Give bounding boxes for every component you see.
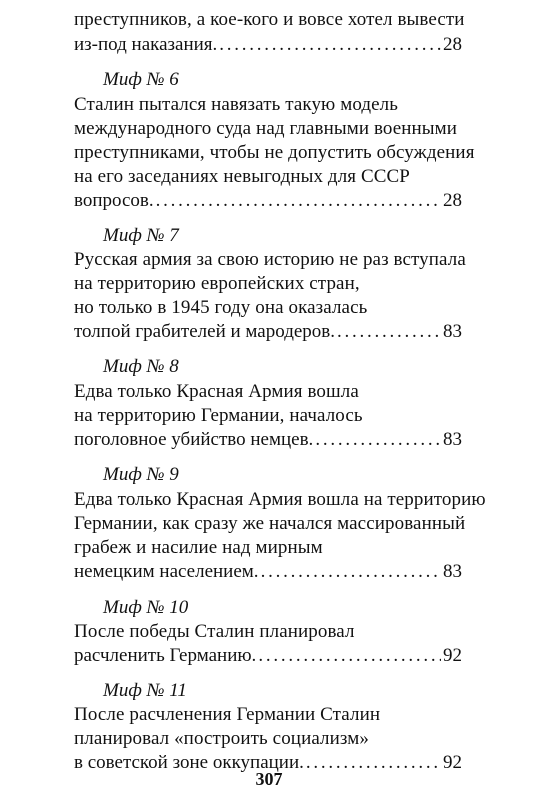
- toc-line: планировал «построить социализм»: [74, 728, 369, 749]
- myth-heading: Миф № 11: [103, 680, 187, 701]
- toc-entry-last-line: [74, 644, 462, 668]
- myth-heading: Миф № 8: [103, 356, 179, 377]
- dot-leader: [219, 33, 441, 57]
- toc-line: но только в 1945 году она оказалась: [74, 297, 368, 318]
- myth-heading: Миф № 7: [103, 225, 179, 246]
- toc-page-ref: 92: [443, 752, 462, 773]
- toc-line: поголовное убийство немцев.: [74, 429, 314, 450]
- toc-entry-last-line: [74, 428, 462, 452]
- dot-leader: [258, 644, 441, 668]
- toc-line: Едва только Красная Армия вошла: [74, 381, 359, 402]
- toc-line: немецким населением.: [74, 561, 259, 582]
- toc-line: Едва только Красная Армия вошла на территорию: [74, 489, 486, 510]
- dot-leader: [156, 189, 441, 213]
- toc-line: расчленить Германию.: [74, 645, 257, 666]
- toc-page-ref: 92: [443, 645, 462, 666]
- toc-line: Германии, как сразу же начался массированный: [74, 513, 466, 534]
- dot-leader: [337, 320, 441, 344]
- toc-line: международного суда над главными военными: [74, 118, 458, 139]
- toc-line: из-под наказания.: [74, 34, 218, 55]
- toc-line: на его заседаниях невыгодных для СССР: [74, 166, 410, 187]
- toc-entry-last-line: [74, 33, 462, 57]
- toc-line: Русская армия за свою историю не раз вступала: [74, 249, 466, 270]
- dot-leader: [315, 428, 441, 452]
- toc-entry-last-line: [74, 320, 462, 344]
- toc-page-ref: 83: [443, 561, 462, 582]
- myth-heading: Миф № 9: [103, 464, 179, 485]
- toc-line: преступников, а кое-кого и вовсе хотел вывести: [74, 9, 465, 30]
- toc-line: преступниками, чтобы не допустить обсуждения: [74, 142, 475, 163]
- toc-page-ref: 83: [443, 429, 462, 450]
- myth-heading: Миф № 10: [103, 597, 189, 618]
- toc-entry-last-line: [74, 560, 462, 584]
- toc-line: толпой грабителей и мародеров.: [74, 321, 336, 342]
- toc-page-ref: 28: [443, 190, 462, 211]
- toc-page-ref: 83: [443, 321, 462, 342]
- page-number: 307: [255, 769, 283, 789]
- toc-line: на территорию европейских стран,: [74, 273, 360, 294]
- toc-line: на территорию Германии, началось: [74, 405, 363, 426]
- toc-page-ref: 28: [443, 34, 462, 55]
- toc-line: в советской зоне оккупации.: [74, 752, 304, 773]
- dot-leader: [261, 560, 441, 584]
- toc-line: Сталин пытался навязать такую модель: [74, 94, 399, 115]
- toc-line: После победы Сталин планировал: [74, 621, 355, 642]
- toc-line: грабеж и насилие над мирным: [74, 537, 323, 558]
- toc-line: вопросов.: [74, 190, 154, 211]
- toc-entry-last-line: [74, 189, 462, 213]
- myth-heading: Миф № 6: [103, 69, 179, 90]
- toc-line: После расчленения Германии Сталин: [74, 704, 381, 725]
